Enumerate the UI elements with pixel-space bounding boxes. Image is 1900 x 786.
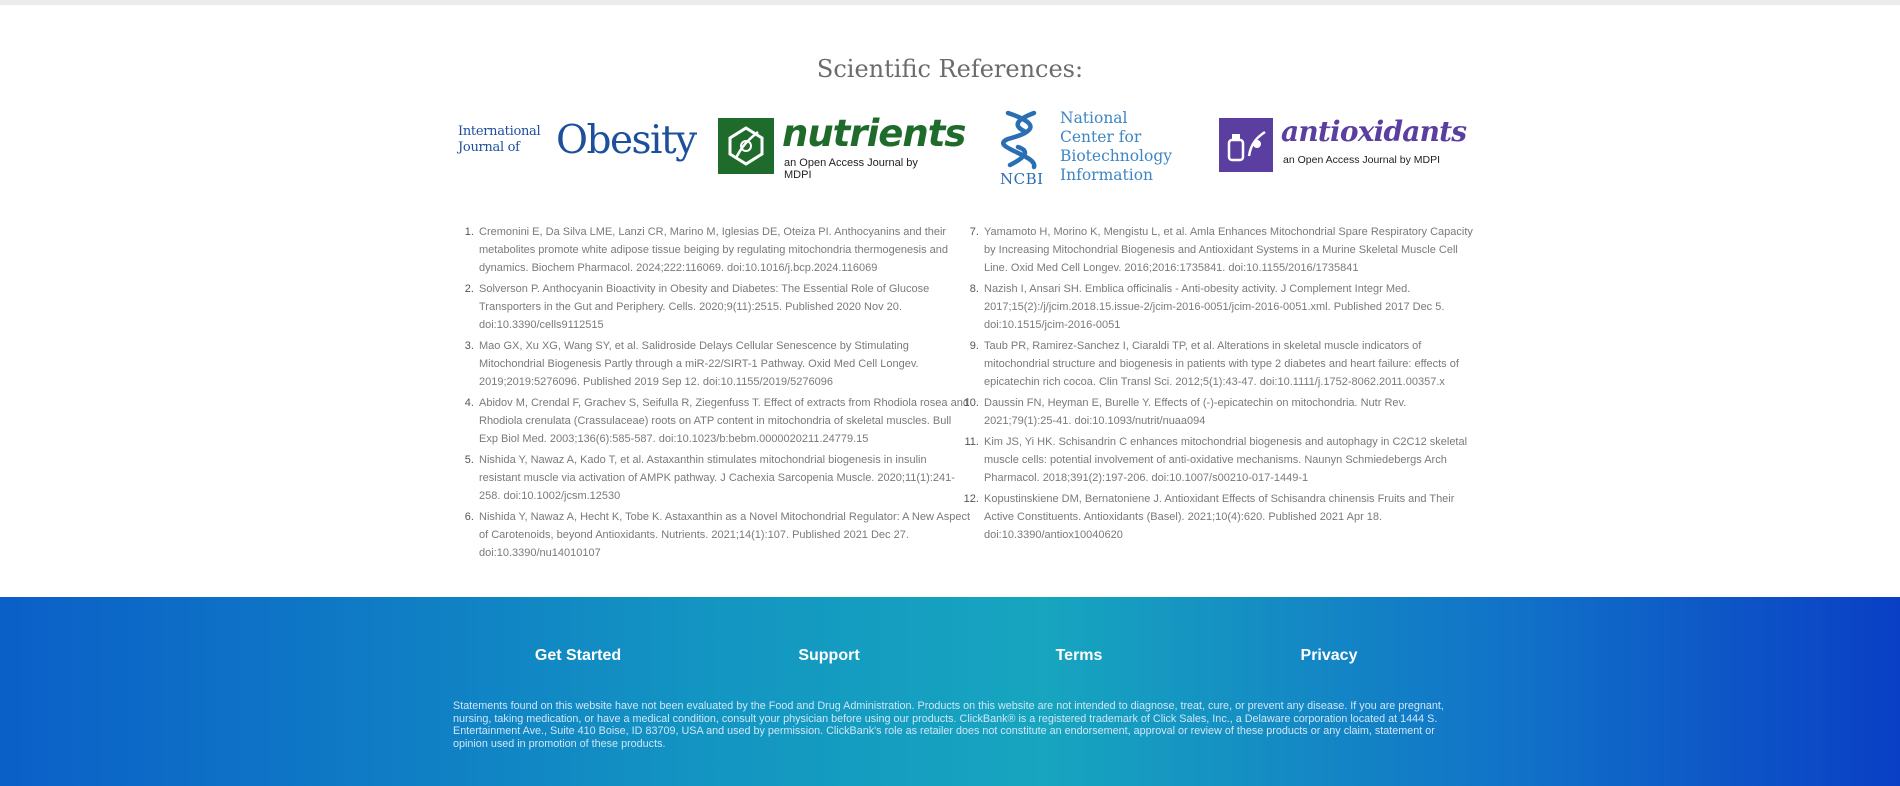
antioxidants-logo-subtitle: an Open Access Journal by MDPI <box>1283 154 1440 166</box>
obesity-journal-logo <box>458 120 694 168</box>
nutrients-logo-name: nutrients <box>782 112 966 155</box>
footer-link-terms[interactable]: Terms <box>1055 647 1103 664</box>
reference-item: 9. Taub PR, Ramirez-Sanchez I, Ciaraldi TP, et al. Alterations in skeletal muscle indicators of mitochondrial structure and biogenesis in patients with type 2 diabetes and heart failure: effects of epicatechin rich cocoa. Clin Transl Sci. 2012;5(1):43-47. doi:10.1111/j.1752-8062.2011.00357.x <box>982 337 1478 391</box>
nutrients-logo-subtitle: an Open Access Journal by MDPI <box>784 157 918 181</box>
reference-item: 11. Kim JS, Yi HK. Schisandrin C enhances mitochondrial biogenesis and autophagy in C2C12 skeletal muscle cells: potential involvement of anti-oxidative mechanisms. Naunyn Schmiedebergs Arch Pharmacol. 2018;391(2):197-206. doi:10.1007/s00210-017-1449-1 <box>982 433 1478 487</box>
reference-item: 5. Nishida Y, Nawaz A, Kado T, et al. Astaxanthin stimulates mitochondrial biogenesis in insulin resistant muscle via activation of AMPK pathway. J Cachexia Sarcopenia Muscle. 2020;11(1):241-258. doi:10.1002/jcsm.12530 <box>477 451 971 505</box>
ncbi-line2: Center for <box>1060 128 1142 146</box>
reference-item: 10. Daussin FN, Heyman E, Burelle Y. Effects of (-)-epicatechin on mitochondria. Nutr Rev. 2021;79(1):25-41. doi:10.1093/nutrit/nuaa094 <box>982 394 1478 430</box>
antioxidants-logo-name: antioxidants <box>1281 115 1467 148</box>
antioxidants-emblem-icon <box>1219 118 1273 172</box>
footer-link-get-started[interactable]: Get Started <box>534 647 622 664</box>
antioxidants-journal-logo <box>1219 115 1467 174</box>
site-footer <box>0 597 1900 786</box>
footer-nav <box>0 647 1900 671</box>
dna-helix-icon <box>998 109 1044 171</box>
reference-item: 4. Abidov M, Crendal F, Grachev S, Seifulla R, Ziegenfuss T. Effect of extracts from Rhodiola rosea and Rhodiola crenulata (Crassulaceae) roots on ATP content in mitochondria of skeletal muscles. Bull Exp Biol Med. 2003;136(6):585-587. doi:10.1023/b:bebm.0000020211.24779.15 <box>477 394 971 448</box>
nutrients-journal-logo <box>718 112 966 181</box>
scientific-references-section <box>0 5 1900 597</box>
reference-item: 8. Nazish I, Ansari SH. Emblica officinalis - Anti-obesity activity. J Complement Integr Med. 2017;15(2):/j/jcim.2018.15.issue-2/jcim-2016-0051/jcim-2016-0051.xml. Published 2017 Dec 5. doi:10.1515/jcim-2016-0051 <box>982 280 1478 334</box>
obesity-logo-word: Obesity <box>556 118 696 163</box>
reference-item: 12. Kopustinskiene DM, Bernatoniene J. Antioxidant Effects of Schisandra chinensis Fruits and Their Active Constituents. Antioxidants (Basel). 2021;10(4):620. Published 2021 Apr 18. doi:10.3390/antiox10040620 <box>982 490 1478 544</box>
footer-link-privacy[interactable]: Privacy <box>1300 647 1358 664</box>
journal-logos <box>456 100 1467 190</box>
ncbi-abbr: NCBI <box>1000 170 1044 188</box>
footer-disclaimer: Statements found on this website have not been evaluated by the Food and Drug Administration. Products on this website are not intended to diagnose, treat, cure, or prevent any disease. If you are pregnant, nursing, taking medication, or have a medical condition, consult your physician before using our products. ClickBank® is a registered trademark of Click Sales, Inc., a Delaware corporation located at 1444 S. Entertainment Ave., Suite 410 Boise, ID 83709, USA and used by permission. ClickBank's role as retailer does not constitute an endorsement, approval or review of these products or any claim, statement or opinion used in promotion of these products. <box>453 700 1444 750</box>
reference-item: 1. Cremonini E, Da Silva LME, Lanzi CR, Marino M, Iglesias DE, Oteiza PI. Anthocyanins and their metabolites promote white adipose tissue beiging by regulating mitochondria thermogenesis and dynamics. Biochem Pharmacol. 2024;222:116069. doi:10.1016/j.bcp.2024.116069 <box>477 223 971 277</box>
nutrients-emblem-icon <box>718 118 774 174</box>
references-list-right <box>960 223 1478 547</box>
footer-link-support[interactable]: Support <box>798 647 860 664</box>
ncbi-line3: Biotechnology <box>1060 147 1173 165</box>
reference-item: 6. Nishida Y, Nawaz A, Hecht K, Tobe K. Astaxanthin as a Novel Mitochondrial Regulator: A New Aspect of Carotenoids, beyond Antioxidants. Nutrients. 2021;14(1):107. Published 2021 Dec 27. doi:10.3390/nu14010107 <box>477 508 971 562</box>
reference-item: 2. Solverson P. Anthocyanin Bioactivity in Obesity and Diabetes: The Essential Role of Glucose Transporters in the Gut and Periphery. Cells. 2020;9(11):2515. Published 2020 Nov 20. doi:10.3390/cells9112515 <box>477 280 971 334</box>
ncbi-line1: National <box>1060 109 1128 127</box>
reference-item: 7. Yamamoto H, Morino K, Mengistu L, et al. Amla Enhances Mitochondrial Spare Respiratory Capacity by Increasing Mitochondrial Biogenesis and Antioxidant Systems in a Murine Skeletal Muscle Cell Line. Oxid Med Cell Longev. 2016;2016:1735841. doi:10.1155/2016/1735841 <box>982 223 1478 277</box>
section-title: Scientific References: <box>816 55 1084 83</box>
ncbi-line4: Information <box>1060 166 1154 184</box>
ncbi-logo <box>998 109 1178 191</box>
reference-item: 3. Mao GX, Xu XG, Wang SY, et al. Salidroside Delays Cellular Senescence by Stimulating Mitochondrial Biogenesis Partly through a miR-22/SIRT-1 Pathway. Oxid Med Cell Longev. 2019;2019:5276096. Published 2019 Sep 12. doi:10.1155/2019/5276096 <box>477 337 971 391</box>
obesity-logo-line2: Journal of <box>458 140 520 155</box>
obesity-logo-line1: International <box>458 124 541 139</box>
references-list-left <box>455 223 971 565</box>
